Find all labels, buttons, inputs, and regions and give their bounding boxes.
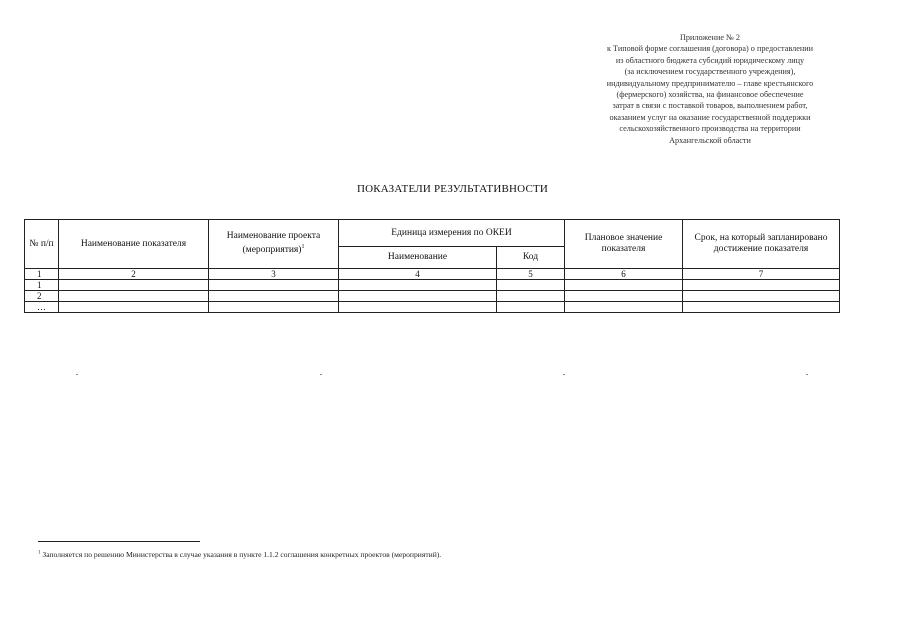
footnote [38, 550, 441, 559]
annex-line: сельскохозяйственного производства на территории [619, 124, 801, 134]
column-number: 1 [25, 269, 59, 280]
table-row [25, 302, 840, 313]
table-cell [339, 302, 497, 313]
table-cell [565, 291, 683, 302]
scan-mark [320, 374, 322, 375]
annex-line: Архангельской области [669, 135, 751, 145]
annex-header [560, 32, 860, 146]
table-cell [497, 280, 565, 291]
column-number-row [25, 269, 840, 280]
annex-line: Приложение № 2 [680, 33, 740, 42]
table-cell [59, 291, 209, 302]
annex-line: индивидуальному предпринимателю – главе крестьянского [606, 78, 814, 88]
header-project-label: Наименование проекта (мероприятия) [226, 231, 321, 256]
table-cell [209, 291, 339, 302]
scan-mark [806, 374, 808, 375]
header-num: № п/п [25, 220, 59, 269]
table-cell: 1 [25, 280, 59, 291]
indicators-table [24, 219, 840, 313]
table-row [25, 280, 840, 291]
column-number: 2 [59, 269, 209, 280]
table-cell: 2 [25, 291, 59, 302]
document-title: ПОКАЗАТЕЛИ РЕЗУЛЬТАТИВНОСТИ [356, 183, 549, 195]
annex-line: к Типовой форме соглашения (договора) о предоставлении [607, 44, 813, 54]
scan-mark [76, 374, 78, 375]
footnote-divider [38, 541, 200, 542]
table-cell [59, 280, 209, 291]
column-number: 7 [683, 269, 840, 280]
table-cell [497, 302, 565, 313]
footnote-marker: 1 [38, 550, 41, 556]
column-number: 4 [339, 269, 497, 280]
table-cell [59, 302, 209, 313]
footnote-text: Заполняется по решению Министерства в случае указания в пункте 1.1.2 соглашения конкретных проектов (мероприятий). [42, 550, 442, 559]
table-cell [339, 280, 497, 291]
table-cell [683, 280, 840, 291]
footnote-ref: 1 [301, 244, 305, 251]
annex-line: оказанием услуг на оказание государственной поддержки [609, 112, 811, 122]
table-row [25, 291, 840, 302]
table-cell [339, 291, 497, 302]
table-cell [683, 302, 840, 313]
table-cell [497, 291, 565, 302]
table-cell [209, 302, 339, 313]
column-number: 5 [497, 269, 565, 280]
header-unit-code: Код [497, 247, 565, 269]
annex-line: затрат в связи с поставкой товаров, выполнением работ, [612, 101, 808, 111]
header-project [209, 220, 339, 269]
header-plan: Плановое значение показателя [565, 220, 683, 269]
header-unit-name: Наименование [339, 247, 497, 269]
column-number: 3 [209, 269, 339, 280]
column-number: 6 [565, 269, 683, 280]
annex-line: из областного бюджета субсидий юридическому лицу [615, 55, 805, 65]
table-cell [209, 280, 339, 291]
annex-line: (фермерского) хозяйства, на финансовое обеспечение [616, 90, 804, 100]
header-indicator: Наименование показателя [59, 220, 209, 269]
table-header-row [25, 220, 840, 247]
scan-mark [563, 374, 565, 375]
header-unit: Единица измерения по ОКЕИ [339, 220, 565, 247]
header-deadline: Срок, на который запланировано достижение показателя [683, 220, 840, 269]
table-cell [683, 291, 840, 302]
annex-line: (за исключением государственного учреждения), [624, 67, 796, 77]
table-cell [565, 280, 683, 291]
table-cell: … [25, 302, 59, 313]
table-cell [565, 302, 683, 313]
